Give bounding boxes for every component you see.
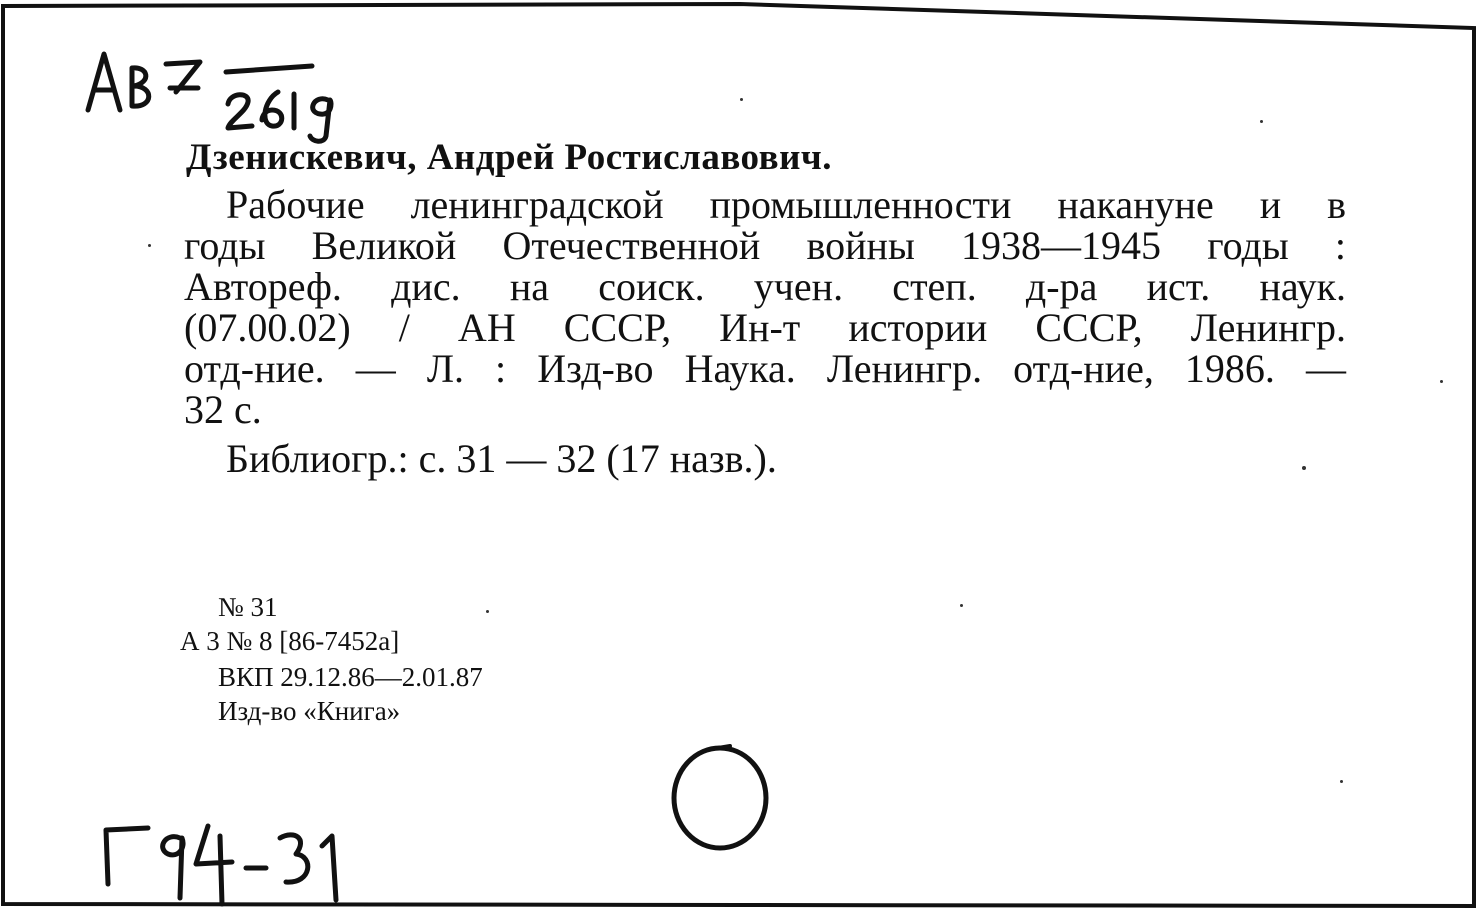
title-description	[184, 184, 1346, 430]
scan-speck	[1440, 380, 1443, 383]
description-line: годы Великой Отечественной войны 1938—1945 годы :	[184, 223, 1346, 268]
author-heading: Дзенискевич, Андрей Ростиславович.	[186, 137, 833, 178]
scan-speck	[740, 98, 743, 101]
description-line: 32 с.	[184, 387, 262, 432]
imprint-vkp-dates: ВКП 29.12.86—2.01.87	[218, 662, 483, 692]
scan-speck	[1340, 780, 1343, 783]
imprint-publisher: Изд-во «Книга»	[218, 696, 401, 726]
scan-speck	[486, 610, 489, 613]
imprint-registration: А 3 № 8 [86-7452а]	[180, 626, 400, 656]
scan-speck	[960, 604, 963, 607]
scan-speck	[1302, 466, 1306, 470]
description-line: отд-ние. — Л. : Изд-во Наука. Ленингр. отд-ние, 1986. —	[184, 346, 1346, 391]
imprint-number: № 31	[218, 592, 278, 622]
scan-speck	[1260, 120, 1263, 123]
bibliography-note: Библиогр.: с. 31 — 32 (17 назв.).	[226, 436, 777, 481]
description-line: (07.00.02) / АН СССР, Ин-т истории СССР, Ленингр.	[184, 305, 1346, 350]
scan-speck	[148, 244, 151, 247]
punch-hole	[668, 742, 774, 854]
handwritten-shelfmark-bottom	[96, 808, 386, 908]
handwritten-shelfmark-top	[80, 40, 370, 150]
description-line: Рабочие ленинградской промышленности накануне и в	[226, 182, 1346, 227]
description-line: Автореф. дис. на соиск. учен. степ. д-ра ист. наук.	[184, 264, 1346, 309]
